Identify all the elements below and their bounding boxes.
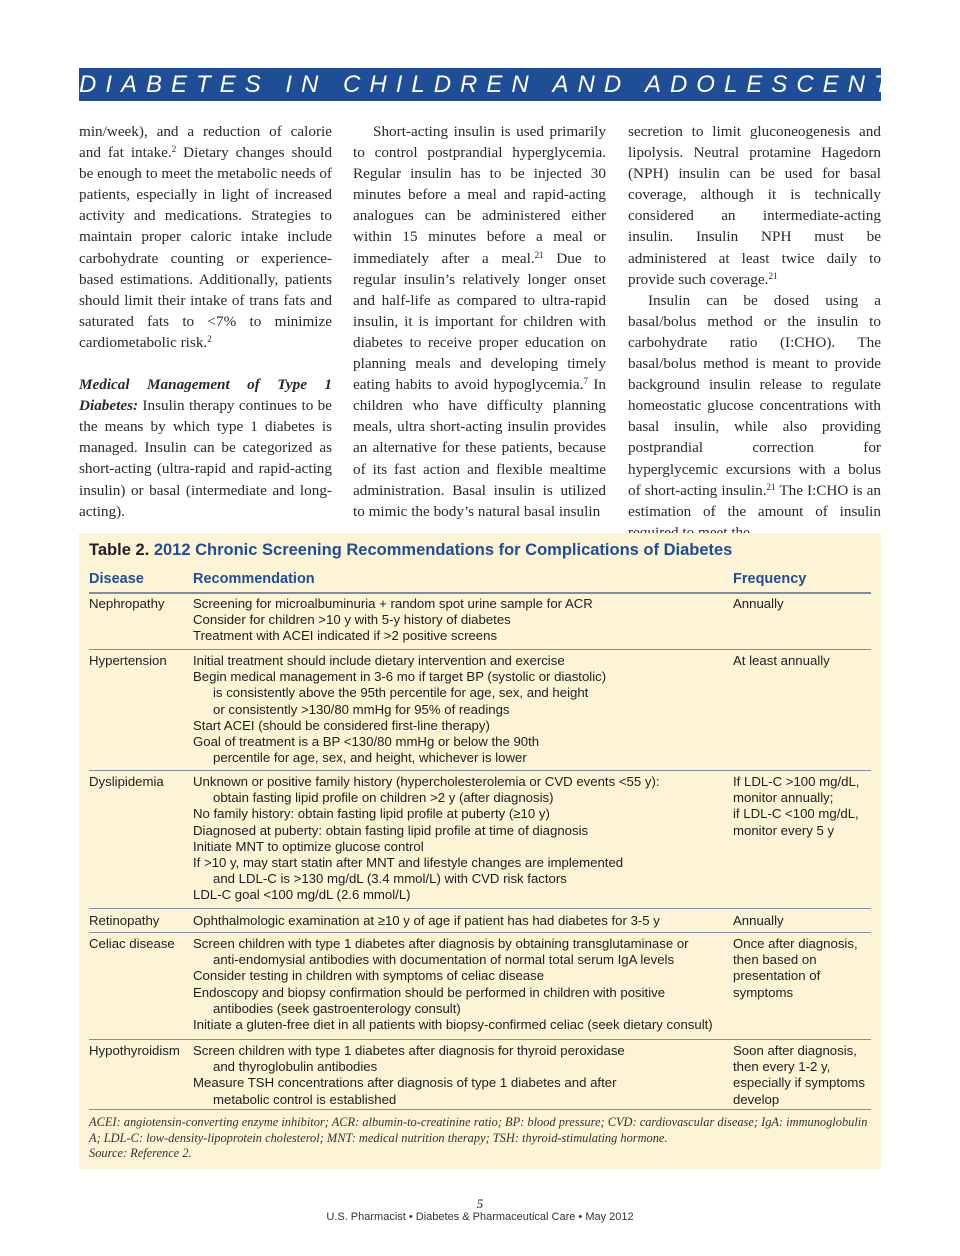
recommendation-line: Start ACEI (should be considered first-line therapy) [193,717,490,733]
recommendation-line: Diagnosed at puberty: obtain fasting lipid profile at time of diagnosis [193,822,589,838]
frequency-line: then every 1-2 y, [733,1059,831,1075]
recommendation-line: Treatment with ACEI indicated if >2 positive screens [193,628,498,644]
recommendation-line: Screen children with type 1 diabetes after diagnosis by obtaining transglutaminase or [193,936,689,951]
table-rule [89,1039,871,1040]
disease-cell: Retinopathy [89,913,160,928]
table-title: Table 2. 2012 Chronic Screening Recommendations for Complications of Diabetes [89,541,733,559]
table-rule [89,592,871,594]
header-frequency: Frequency [733,571,807,587]
recommendation-line: If >10 y, may start statin after MNT and lifestyle changes are implemented [193,855,624,871]
frequency-line: Once after diagnosis, [733,936,858,951]
frequency-line: develop [733,1091,780,1107]
frequency-cell [733,913,784,929]
frequency-line: Annually [733,913,784,928]
frequency-line: especially if symptoms [733,1075,865,1091]
frequency-cell [733,774,859,839]
frequency-line: If LDL-C >100 mg/dL, [733,774,860,789]
disease-cell: Nephropathy [89,596,165,611]
table-rule [89,770,871,771]
recommendation-line: Measure TSH concentrations after diagnosis of type 1 diabetes and after [193,1075,617,1091]
recommendation-line: Initiate MNT to optimize glucose control [193,838,424,854]
frequency-line: symptoms [733,984,794,1000]
recommendation-cell [193,1043,625,1108]
disease-cell: Hypertension [89,653,167,668]
frequency-line: monitor every 5 y [733,822,835,838]
page-footer: U.S. Pharmacist • Diabetes & Pharmaceutical Care • May 2012 [326,1211,634,1223]
recommendation-line: metabolic control is established [213,1091,397,1107]
frequency-line: then based on [733,952,817,968]
page-number: 5 [476,1196,484,1211]
header-disease: Disease [89,571,144,587]
recommendation-line: Unknown or positive family history (hypercholesterolemia or CVD events <55 y): [193,774,660,789]
recommendation-line: and LDL-C is >130 mg/dL (3.4 mmol/L) with CVD risk factors [213,871,567,887]
frequency-cell [733,936,858,1001]
recommendation-line: Consider for children >10 y with 5-y history of diabetes [193,612,511,628]
recommendation-line: anti-endomysial antibodies with documentation of normal total serum IgA levels [213,952,675,968]
recommendation-line: percentile for age, sex, and height, whichever is lower [213,750,527,766]
recommendation-line: Screening for microalbuminuria + random spot urine sample for ACR [193,596,593,611]
recommendation-line: LDL-C goal <100 mg/dL (2.6 mmol/L) [193,887,411,903]
frequency-cell [733,653,830,669]
frequency-line: Soon after diagnosis, [733,1043,857,1058]
table-rule [89,932,871,933]
recommendation-line: antibodies (seek gastroenterology consult) [213,1000,461,1016]
recommendation-cell [193,653,606,766]
frequency-cell [733,1043,865,1108]
recommendation-cell [193,596,593,645]
subheading: Medical Management of Type 1 Diabetes: [79,376,332,415]
recommendation-line: Ophthalmologic examination at ≥10 y of age if patient has had diabetes for 3-5 y [193,913,660,928]
recommendation-line: is consistently above the 95th percentile for age, sex, and height [213,685,589,701]
recommendation-cell [193,774,660,904]
table-footnote: ACEI: angiotensin-converting enzyme inhibitor; ACR: albumin-to-creatinine ratio; BP: blood pressure; CVD: cardiovascular disease; IgA: immunoglobulin A; LDL-C: low-density-lipoprotein cholesterol; MNT: medical nutrition therapy; TSH: thyroid-stimulating hormone. Source: Reference 2. [89,1115,868,1160]
recommendation-line: Consider testing in children with symptoms of celiac disease [193,968,545,984]
paragraph: min/week), and a reduction of calorie and fat intake.$^2$ Dietary changes should be enough to meet the metabolic needs of patients, especially in light of increased activity and medications. Strategies to maintain proper caloric intake include carbohydrate counting or experience-based estimations. Additionally, patients should limit their intake of trans fats and saturated fats to <7% to minimize cardiometabolic risk.$^2$ [79,123,332,351]
recommendation-line: No family history: obtain fasting lipid profile at puberty (≥10 y) [193,806,550,822]
recommendation-line: Goal of treatment is a BP <130/80 mmHg or below the 90th [193,734,540,750]
frequency-cell [733,596,784,612]
recommendation-line: and thyroglobulin antibodies [213,1059,378,1075]
text-column-3 [628,121,881,543]
recommendation-line: obtain fasting lipid profile on children >2 y (after diagnosis) [213,790,554,806]
disease-cell: Celiac disease [89,936,175,951]
text-column-1 [79,121,332,522]
screening-table [79,533,881,1169]
disease-cell: Dyslipidemia [89,774,164,789]
table-rule [89,1109,871,1110]
paragraph: Insulin can be dosed using a basal/bolus method or the insulin to carbohydrate ratio (I:CHO). The basal/bolus method is meant to provide background insulin release to regulate homeostatic glucose concentrations with basal insulin, while also providing postprandial correction for hyperglycemic excursions with a bolus of short-acting insulin.$^{21}$ The I:CHO is an estimation of the amount of insulin [628,291,881,520]
table-rule [89,649,871,650]
recommendation-line: Screen children with type 1 diabetes after diagnosis for thyroid peroxidase [193,1043,625,1058]
section-banner: DIABETES IN CHILDREN AND ADOLESCENTS [79,68,881,101]
header-recommendation: Recommendation [193,571,315,587]
frequency-line: if LDL-C <100 mg/dL, [733,806,859,822]
text-column-2 [353,121,606,522]
recommendation-line: Endoscopy and biopsy confirmation should be performed in children with positive [193,984,666,1000]
recommendation-line: or consistently >130/80 mmHg for 95% of readings [213,701,510,717]
recommendation-line: Begin medical management in 3-6 mo if target BP (systolic or diastolic) [193,669,607,685]
paragraph: secretion to limit gluconeogenesis and lipolysis. Neutral protamine Hagedorn (NPH) insulin can be used for basal coverage, although it is technically considered an intermediate-acting insulin. Insulin NPH must be administered at least twice daily to provide such coverage.$^{21}$ [628,123,881,288]
recommendation-cell [193,913,660,929]
table-rule [89,908,871,909]
recommendation-line: Initiate a gluten-free diet in all patients with biopsy-confirmed celiac (seek dietary consult) [193,1017,713,1033]
frequency-line: Annually [733,596,784,611]
paragraph: Medical Management of Type 1 Diabetes: Insulin therapy continues to be the means by which type 1 diabetes is managed. Insulin can be categorized as short-acting (ultra-rapid and rapid-acting insulin) or basal (intermediate and long-acting). [79,376,332,520]
paragraph: Short-acting insulin is used primarily to control postprandial hyperglycemia. Regular insulin has to be injected 30 minutes before a meal and rapid-acting analogues can be administered either within 15 minutes before a meal or immediately after a meal.$^{21}$ Due to regular insulin’s relatively longer onset and half-life as compared to ultra-rapid insulin, it is important for children with diabetes to receive proper education on planning meals and developing timely eating habits to avoid hypoglycemia.$^7$ In children who have difficulty planning meals, ultra short-acting insulin provides an alternative for these patients, because of its fast action and flexible mealtime administration. Basal insulin is utilized to mimic the body’s natural basal insulin [353,123,607,520]
recommendation-line: Initial treatment should include dietary intervention and exercise [193,653,565,668]
frequency-line: presentation of [733,968,821,984]
frequency-line: At least annually [733,653,830,668]
recommendation-cell [193,936,713,1033]
frequency-line: monitor annually; [733,790,834,806]
disease-cell: Hypothyroidism [89,1043,180,1058]
